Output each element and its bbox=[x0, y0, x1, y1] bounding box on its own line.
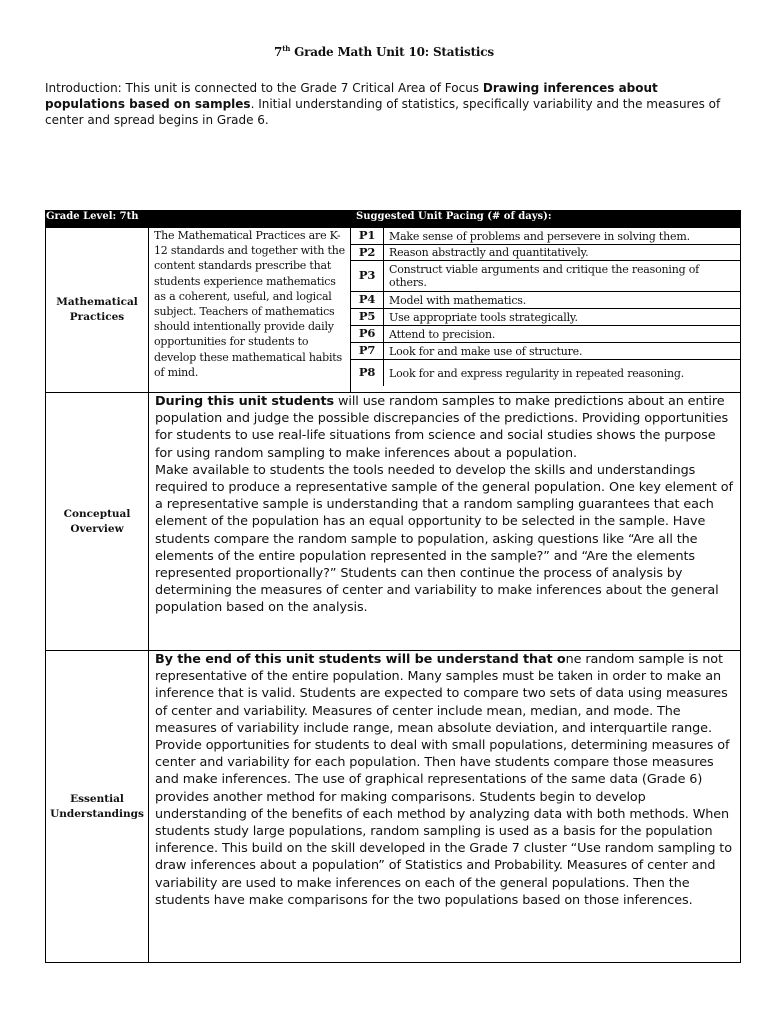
mathematical-practices-row bbox=[46, 228, 741, 393]
practice-text: Use appropriate tools strategically. bbox=[384, 308, 741, 325]
essential-paragraph-1: ne random sample is not representative of the entire population. Many samples must be taken in order to make an inference that is valid. Students are expected to compare two sets of data using measures of center and variability. Measures of center include mean, median, and mode. The measures of variability include range, mean absolute deviation, and interquartile range. bbox=[155, 652, 728, 736]
page-title bbox=[0, 44, 768, 59]
conceptual-overview-text bbox=[149, 393, 741, 651]
practice-row bbox=[351, 308, 740, 325]
practice-row bbox=[351, 325, 740, 342]
unit-table bbox=[45, 210, 741, 963]
title-text: Grade Math Unit 10: Statistics bbox=[290, 45, 494, 59]
mathematical-practices-label: Mathematical Practices bbox=[46, 228, 149, 393]
practice-code: P1 bbox=[351, 228, 384, 244]
table-header-row bbox=[46, 211, 741, 228]
practice-code: P7 bbox=[351, 342, 384, 359]
conceptual-overview-label: Conceptual Overview bbox=[46, 393, 149, 651]
practice-text: Construct viable arguments and critique the reasoning of others. bbox=[384, 260, 741, 291]
practice-code: P8 bbox=[351, 359, 384, 386]
title-superscript: th bbox=[282, 44, 291, 53]
practice-code: P5 bbox=[351, 308, 384, 325]
practice-row bbox=[351, 244, 740, 260]
essential-understandings-label: Essential Understandings bbox=[46, 651, 149, 963]
practice-row bbox=[351, 342, 740, 359]
practice-code: P3 bbox=[351, 260, 384, 291]
practice-row bbox=[351, 359, 740, 386]
practice-text: Make sense of problems and persevere in solving them. bbox=[384, 228, 741, 244]
conceptual-lead: During this unit students bbox=[155, 394, 335, 409]
practice-text: Look for and express regularity in repeated reasoning. bbox=[384, 359, 741, 386]
practices-list-cell bbox=[351, 228, 741, 393]
practice-row bbox=[351, 228, 740, 244]
essential-understandings-row bbox=[46, 651, 741, 963]
practice-text: Model with mathematics. bbox=[384, 291, 741, 308]
practice-text: Look for and make use of structure. bbox=[384, 342, 741, 359]
grade-level-cell: Grade Level: 7th bbox=[46, 211, 351, 228]
practices-list bbox=[351, 228, 740, 386]
essential-paragraph-2: Provide opportunities for students to deal with small populations, determining measures of center and variability for each population. Then have students compare those measures and make inferences. The use of graphical representations of the same data (Grade 6) provides another method for making comparisons. Students begin to develop understanding of the benefits of each method by analyzing data with both methods. When students study large populations, random sampling is used as a basis for the population inference. This build on the skill developed in the Grade 7 cluster “Use random sampling to draw inferences about a population” of Statistics and Probability. Measures of center and variability are used to make inferences on each of the general populations. Then the students have make comparisons for the two populations based on those inferences. bbox=[155, 738, 732, 908]
intro-tail: . Initial understanding of statistics, specifically variability and the measures of center and spread begins in Grade 6. bbox=[45, 97, 721, 127]
title-grade-number: 7 bbox=[274, 45, 283, 59]
unit-pacing-cell: Suggested Unit Pacing (# of days): bbox=[351, 211, 741, 228]
practice-code: P6 bbox=[351, 325, 384, 342]
mathematical-practices-description: The Mathematical Practices are K-12 standards and together with the content standards prescribe that students experience mathematics as a coherent, useful, and logical subject. Teachers of mathematics should intentionally provide daily opportunities for students to develop these mathematical habits of mind. bbox=[149, 228, 351, 393]
conceptual-overview-row bbox=[46, 393, 741, 651]
practice-code: P4 bbox=[351, 291, 384, 308]
conceptual-paragraph-2: Make available to students the tools needed to develop the skills and understandings required to produce a representative sample of the general population. One key element of a representative sample is understanding that a random sampling guarantees that each element of the population has an equal opportunity to be selected in the sample. Have students compare the random sample to population, asking questions like “Are all the elements of the entire population represented in the sample?” and “Are the elements represented proportionally?” Students can then continue the process of analysis by determining the measures of center and variability to make inferences about the general population based on the analysis. bbox=[155, 462, 733, 616]
practice-code: P2 bbox=[351, 244, 384, 260]
practice-text: Reason abstractly and quantitatively. bbox=[384, 244, 741, 260]
essential-lead: By the end of this unit students will be understand that o bbox=[155, 652, 566, 667]
conceptual-paragraph-1: will use random samples to make predictions about an entire population and judge the possible discrepancies of the predictions. Providing opportunities for students to use real-life situations from science and social studies shows the purpose for using random sampling to make inferences about a population. bbox=[155, 394, 729, 461]
practice-row bbox=[351, 260, 740, 291]
intro-focus-area: Drawing inferences about populations based on samples bbox=[45, 81, 658, 111]
essential-understandings-text bbox=[149, 651, 741, 963]
practice-row bbox=[351, 291, 740, 308]
introduction bbox=[45, 80, 730, 128]
intro-lead: Introduction: This unit is connected to the Grade 7 Critical Area of Focus bbox=[45, 81, 483, 95]
practice-text: Attend to precision. bbox=[384, 325, 741, 342]
